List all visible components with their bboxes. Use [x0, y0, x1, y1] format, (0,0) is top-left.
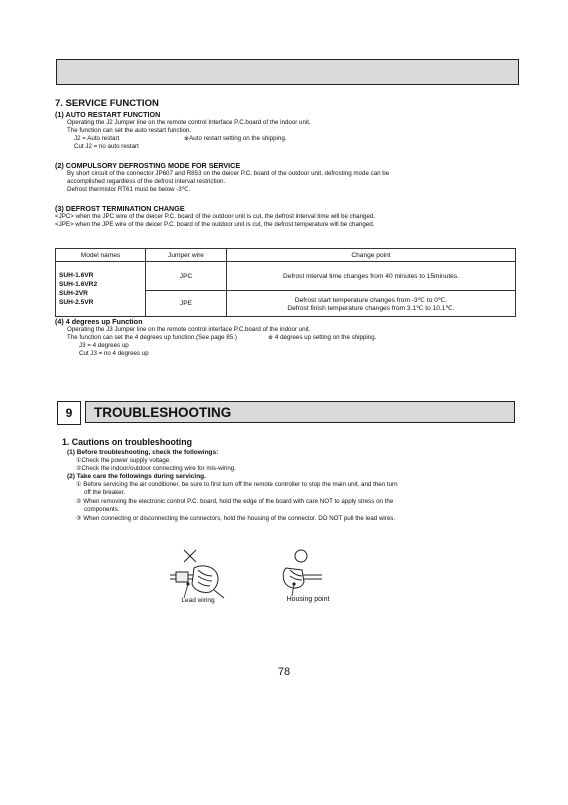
check-wiring-item: ②Check the indoor/outdoor connecting wire for mis-wiring.: [76, 465, 236, 472]
check-power-item: ①Check the power supply voltage.: [76, 457, 171, 464]
lead-wiring-caption: Lead wiring: [181, 597, 215, 604]
defrost-change-table: [55, 248, 516, 317]
section-title: 7. SERVICE FUNCTION: [55, 98, 159, 109]
four-degrees-shipping-note: ※ 4 degrees up setting on the shipping.: [268, 334, 377, 341]
cautions-heading: 1. Cautions on troubleshooting: [62, 437, 192, 447]
header-band: [56, 59, 519, 85]
caution-item-2-line-1: ② When removing the electronic control P.C. board, hold the edge of the board with care NOT to apply stress on the: [76, 498, 394, 505]
jpc-description: <JPC> when the JPC wire of the deicer P.C. board of the outdoor unit is cut, the defrost interval time will be changed.: [55, 213, 376, 220]
caution-item-2-line-2: components.: [84, 506, 120, 513]
cautions-sub1: (1) Before troubleshooting, check the followings:: [67, 449, 219, 456]
jumper-jpc: JPC: [146, 262, 227, 291]
caution-item-1-line-2: off the breaker.: [84, 489, 126, 496]
model-name: SUH-1.6VR2: [59, 281, 98, 288]
table-header-change: Change point: [227, 249, 516, 262]
table-header-jumper: Jumper wire: [146, 249, 227, 262]
caution-item-3: ③ When connecting or disconnecting the connectors, hold the housing of the connector. DO NOT pull the lead wires.: [76, 515, 396, 522]
page-number: 78: [277, 666, 291, 678]
defrost-mode-line-1: By short circuit of the connector JP607 and R853 on the deicer P.C. board of the outdoor unit, defrosting mode can be: [67, 170, 390, 177]
jpe-description: <JPE> when the JPE wire of the deicer P.C. board of the outdoor unit is cut, the defrost temperature will be changed.: [55, 221, 375, 228]
caution-item-1-line-1: ① Before servicing the air conditioner, be sure to first turn off the remote controller to stop the main unit, and then turn: [76, 481, 398, 488]
model-name: SUH-1.6VR: [59, 272, 94, 279]
table-header-model: Model names: [56, 249, 146, 262]
lead-wiring-illustration: [168, 546, 238, 604]
j3-line: J3 = 4 degrees up: [79, 342, 129, 349]
model-names-cell: [56, 262, 146, 317]
defrost-termination-heading: (3) DEFROST TERMINATION CHANGE: [55, 204, 185, 213]
cut-j3-line: Cut J3 = no 4 degrees up: [79, 350, 149, 357]
change-point-jpc: [227, 262, 516, 291]
auto-restart-line-2: The function can set the auto restart function.: [67, 127, 192, 134]
defrost-mode-heading: (2) COMPULSORY DEFROSTING MODE FOR SERVICE: [55, 161, 241, 170]
cautions-sub2: (2) Take care the followings during servicing.: [67, 473, 206, 480]
four-degrees-line-1: Operating the J3 Jumper line on the remote control interface P.C.board of the indoor unit.: [67, 326, 311, 333]
section-title-box: TROUBLESHOOTING: [85, 401, 515, 423]
model-name: SUH-2.5VR: [59, 299, 94, 306]
housing-point-caption: Housing point: [286, 596, 330, 603]
j2-shipping-note: ※Auto restart setting on the shipping.: [184, 135, 287, 142]
cut-j2-line: Cut J2 = no auto restart: [74, 143, 139, 150]
change-point-line: Defrost interval time changes from 40 minutes to 15minutes.: [283, 272, 459, 280]
section-number-box: 9: [57, 401, 81, 425]
change-point-jpe: [227, 291, 516, 317]
change-point-line: Defrost start temperature changes from -3℃ to 0℃.: [294, 296, 448, 304]
model-name: SUH-2VR: [59, 290, 88, 297]
j2-line: J2 = Auto restart: [74, 135, 120, 142]
four-degrees-heading: (4) 4 degrees up Function: [55, 317, 143, 326]
jumper-jpe: JPE: [146, 291, 227, 317]
defrost-mode-line-3: Defrost thermistor RT61 must be below -3℃.: [67, 186, 191, 193]
four-degrees-line-2: The function can set the 4 degrees up function.(See page 85.): [67, 334, 237, 341]
defrost-mode-line-2: accomplished regardless of the defrost interval restriction.: [67, 178, 226, 185]
auto-restart-heading: (1) AUTO RESTART FUNCTION: [55, 110, 161, 119]
auto-restart-line-1: Operating the J2 Jumper line on the remote control Interface P.C.board of the indoor unit.: [67, 119, 311, 126]
change-point-line: Defrost finish temperature changes from 3.1℃ to 10.1℃.: [287, 304, 455, 312]
circle-mark-icon: [295, 550, 307, 562]
